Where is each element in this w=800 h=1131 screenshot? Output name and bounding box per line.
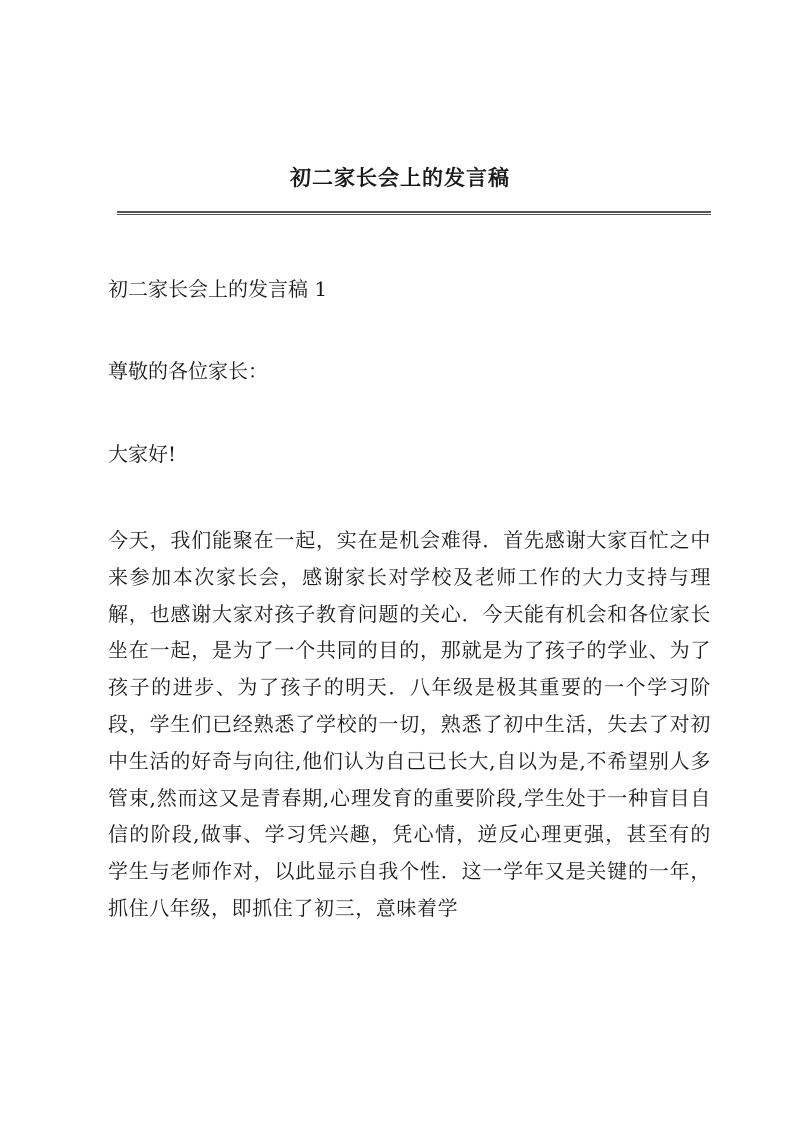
salutation: 尊敬的各位家长： bbox=[108, 359, 268, 383]
title-divider bbox=[117, 211, 711, 215]
body-paragraph: 今天，我们能聚在一起，实在是机会难得．首先感谢大家百忙之中来参加本次家长会，感谢家长对学校及老师工作的大力支持与理解，也感谢大家对孩子教育问题的关心．今天能有机会和各位家长坐在一起，是为了一个共同的目的，那就是为了孩子的学业、为了孩子的进步、为了孩子的明天．八年级是极其重要的一个学习阶段，学生们已经熟悉了学校的一切，熟悉了初中生活，失去了对初中生活的好奇与向往,他们认为自己已长大,自以为是,不希望别人多管束,然而这又是青春期,心理发育的重要阶段,学生处于一种盲目自信的阶段,做事、学习凭兴趣，凭心情，逆反心理更强，甚至有的学生与老师作对，以此显示自我个性．这一学年又是关键的一年，抓住八年级，即抓住了初三，意味着学 bbox=[108, 528, 711, 920]
document-title: 初二家长会上的发言稿 bbox=[290, 165, 510, 190]
section-heading: 初二家长会上的发言稿 1 bbox=[108, 277, 328, 301]
greeting: 大家好! bbox=[108, 442, 177, 466]
